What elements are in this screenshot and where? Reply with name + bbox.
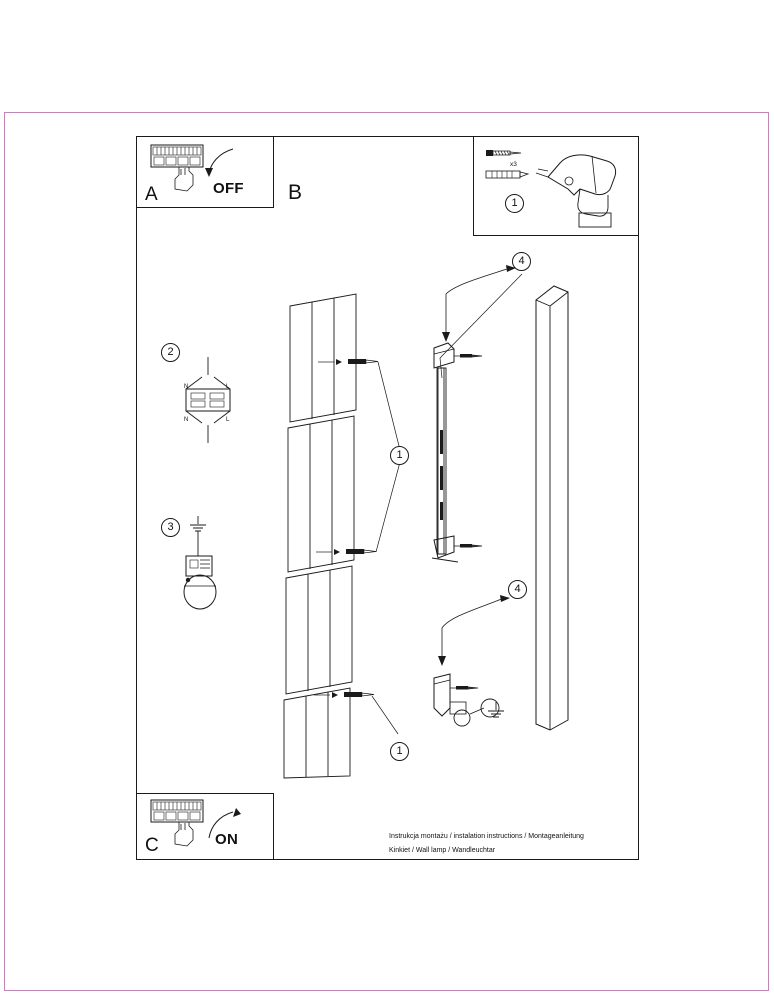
callout-bracket-bottom: 4 bbox=[508, 580, 527, 599]
wire-terminal-block-icon bbox=[172, 355, 244, 447]
hand-pointing-icon bbox=[175, 167, 193, 191]
panel-b-letter: B bbox=[288, 181, 303, 204]
screw-icon bbox=[486, 150, 521, 156]
callout-step-3: 3 bbox=[161, 518, 180, 537]
curved-arrow-down-icon bbox=[205, 149, 233, 177]
panel-a-letter: A bbox=[145, 184, 158, 205]
panel-a-action-label: OFF bbox=[213, 180, 244, 197]
callout-4-top-arrow bbox=[436, 262, 546, 354]
panel-c bbox=[136, 793, 274, 860]
svg-text:N: N bbox=[184, 417, 189, 423]
callout-screw-bottom: 1 bbox=[390, 742, 409, 761]
power-drill-icon bbox=[536, 155, 616, 227]
footer-line-2: Kinkiet / Wall lamp / Wandleuchtar bbox=[389, 847, 496, 854]
callout-step-2: 2 bbox=[161, 343, 180, 362]
callout-parts: 1 bbox=[505, 194, 524, 213]
earth-ground-symbol bbox=[190, 516, 206, 531]
leader-lines bbox=[300, 330, 640, 760]
panel-c-letter: C bbox=[145, 835, 159, 856]
earth-ground-connector-icon bbox=[176, 512, 238, 622]
svg-text:L: L bbox=[226, 384, 230, 390]
hand-pointing-icon bbox=[175, 822, 193, 846]
parts-quantity-label: x3 bbox=[510, 161, 517, 168]
circuit-breaker-icon bbox=[151, 145, 203, 167]
footer-line-1: Instrukcja montażu / instalation instructions / Montageanleitung bbox=[389, 833, 584, 840]
svg-text:N: N bbox=[184, 384, 189, 390]
svg-text:L: L bbox=[226, 417, 230, 423]
callout-bracket-top: 4 bbox=[512, 252, 531, 271]
callout-4-bottom-arrow bbox=[432, 592, 542, 684]
circuit-breaker-icon bbox=[151, 800, 203, 822]
callout-screw-middle: 1 bbox=[390, 446, 409, 465]
panel-parts bbox=[473, 136, 639, 236]
panel-a bbox=[136, 136, 274, 208]
wall-plug-icon bbox=[486, 171, 528, 178]
panel-parts-graphics bbox=[474, 137, 638, 235]
panel-c-action-label: ON bbox=[215, 831, 239, 848]
